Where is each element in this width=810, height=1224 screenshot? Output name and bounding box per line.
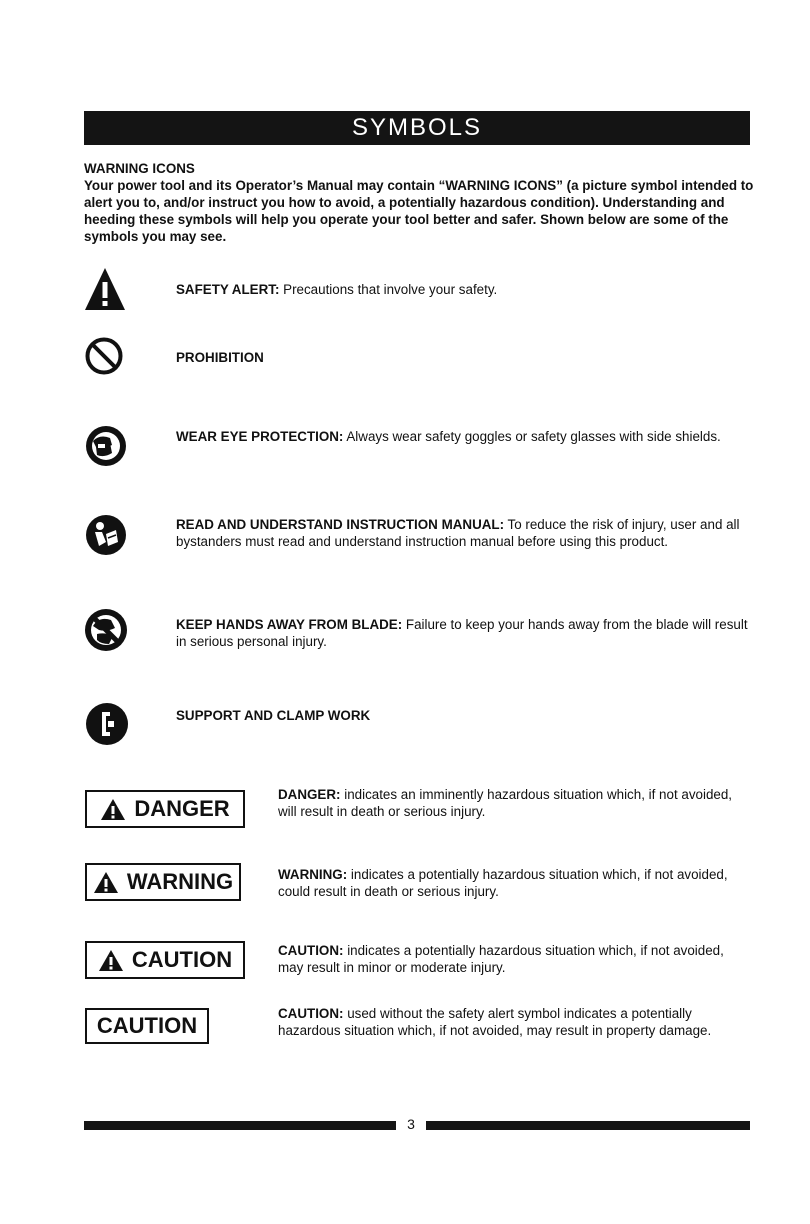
caution-property-signal-box <box>85 1008 209 1044</box>
signal-text: indicates an imminently hazardous situation which, if not avoided, will result in death or serious injury. <box>278 787 733 819</box>
signal-text: indicates a potentially hazardous situation which, if not avoided, could result in death or serious injury. <box>278 867 728 899</box>
caution-property-description <box>278 1005 748 1039</box>
icon-description: To reduce the risk of injury, user and all bystanders must read and understand instruction manual before using this product. <box>176 517 740 549</box>
section-title: SYMBOLS <box>351 114 483 141</box>
read-manual-icon <box>84 512 128 558</box>
icon-label: PROHIBITION <box>176 350 264 365</box>
caution-description <box>278 942 748 976</box>
icon-label: WEAR EYE PROTECTION: <box>176 429 344 444</box>
footer-rule-right <box>426 1121 750 1130</box>
prohibition-icon <box>84 336 124 376</box>
icon-label: SAFETY ALERT: <box>176 282 280 297</box>
warning-signal-box <box>85 863 241 901</box>
signal-word: CAUTION <box>96 1013 198 1038</box>
icon-label: SUPPORT AND CLAMP WORK <box>176 708 371 723</box>
signal-word: WARNING <box>126 869 234 894</box>
signal-word: DANGER <box>134 796 230 821</box>
safety-alert-triangle-icon <box>100 798 126 821</box>
clamp-work-icon <box>84 700 130 748</box>
signal-text: indicates a potentially hazardous situation which, if not avoided, may result in minor or moderate injury. <box>278 943 724 975</box>
intro-heading: WARNING ICONS <box>84 161 195 176</box>
read-manual-row <box>176 516 756 550</box>
warning-description <box>278 866 748 900</box>
icon-description: Always wear safety goggles or safety glasses with side shields. <box>343 429 721 444</box>
signal-label: WARNING: <box>278 867 348 882</box>
signal-label: CAUTION: <box>278 1006 344 1021</box>
safety-alert-row <box>176 281 756 298</box>
signal-label: DANGER: <box>278 787 341 802</box>
icon-description: Failure to keep your hands away from the blade will result in serious personal injury. <box>176 617 748 649</box>
signal-word: CAUTION <box>131 947 233 972</box>
safety-alert-triangle-icon <box>83 266 127 312</box>
footer-rule-left <box>84 1121 396 1130</box>
hands-away-row <box>176 616 756 650</box>
section-banner <box>84 111 750 145</box>
safety-alert-triangle-icon <box>93 871 119 894</box>
hands-away-icon <box>83 606 129 654</box>
signal-label: CAUTION: <box>278 943 344 958</box>
safety-alert-triangle-icon <box>98 949 124 972</box>
clamp-work-row <box>176 707 756 724</box>
icon-label: KEEP HANDS AWAY FROM BLADE: <box>176 617 403 632</box>
page-number: 3 <box>407 1116 415 1132</box>
prohibition-row <box>176 349 756 366</box>
icon-label: READ AND UNDERSTAND INSTRUCTION MANUAL: <box>176 517 505 532</box>
signal-text: used without the safety alert symbol indicates a potentially hazardous situation which, if not avoided, may result in property damage. <box>278 1006 712 1038</box>
caution-signal-box <box>85 941 245 979</box>
danger-description <box>278 786 748 820</box>
intro-block <box>84 160 754 245</box>
icon-description: Precautions that involve your safety. <box>279 282 498 297</box>
eye-protection-row <box>176 428 756 445</box>
danger-signal-box <box>85 790 245 828</box>
eye-protection-icon <box>84 423 128 469</box>
intro-paragraph: Your power tool and its Operator’s Manual may contain “WARNING ICONS” (a picture symbol intended to alert you to, and/or instruct you how to avoid, a potentially hazardous condition). Understanding and heeding these symbols will help you operate your tool better and safer. Shown below are some of the symbols you may see. <box>84 178 754 244</box>
